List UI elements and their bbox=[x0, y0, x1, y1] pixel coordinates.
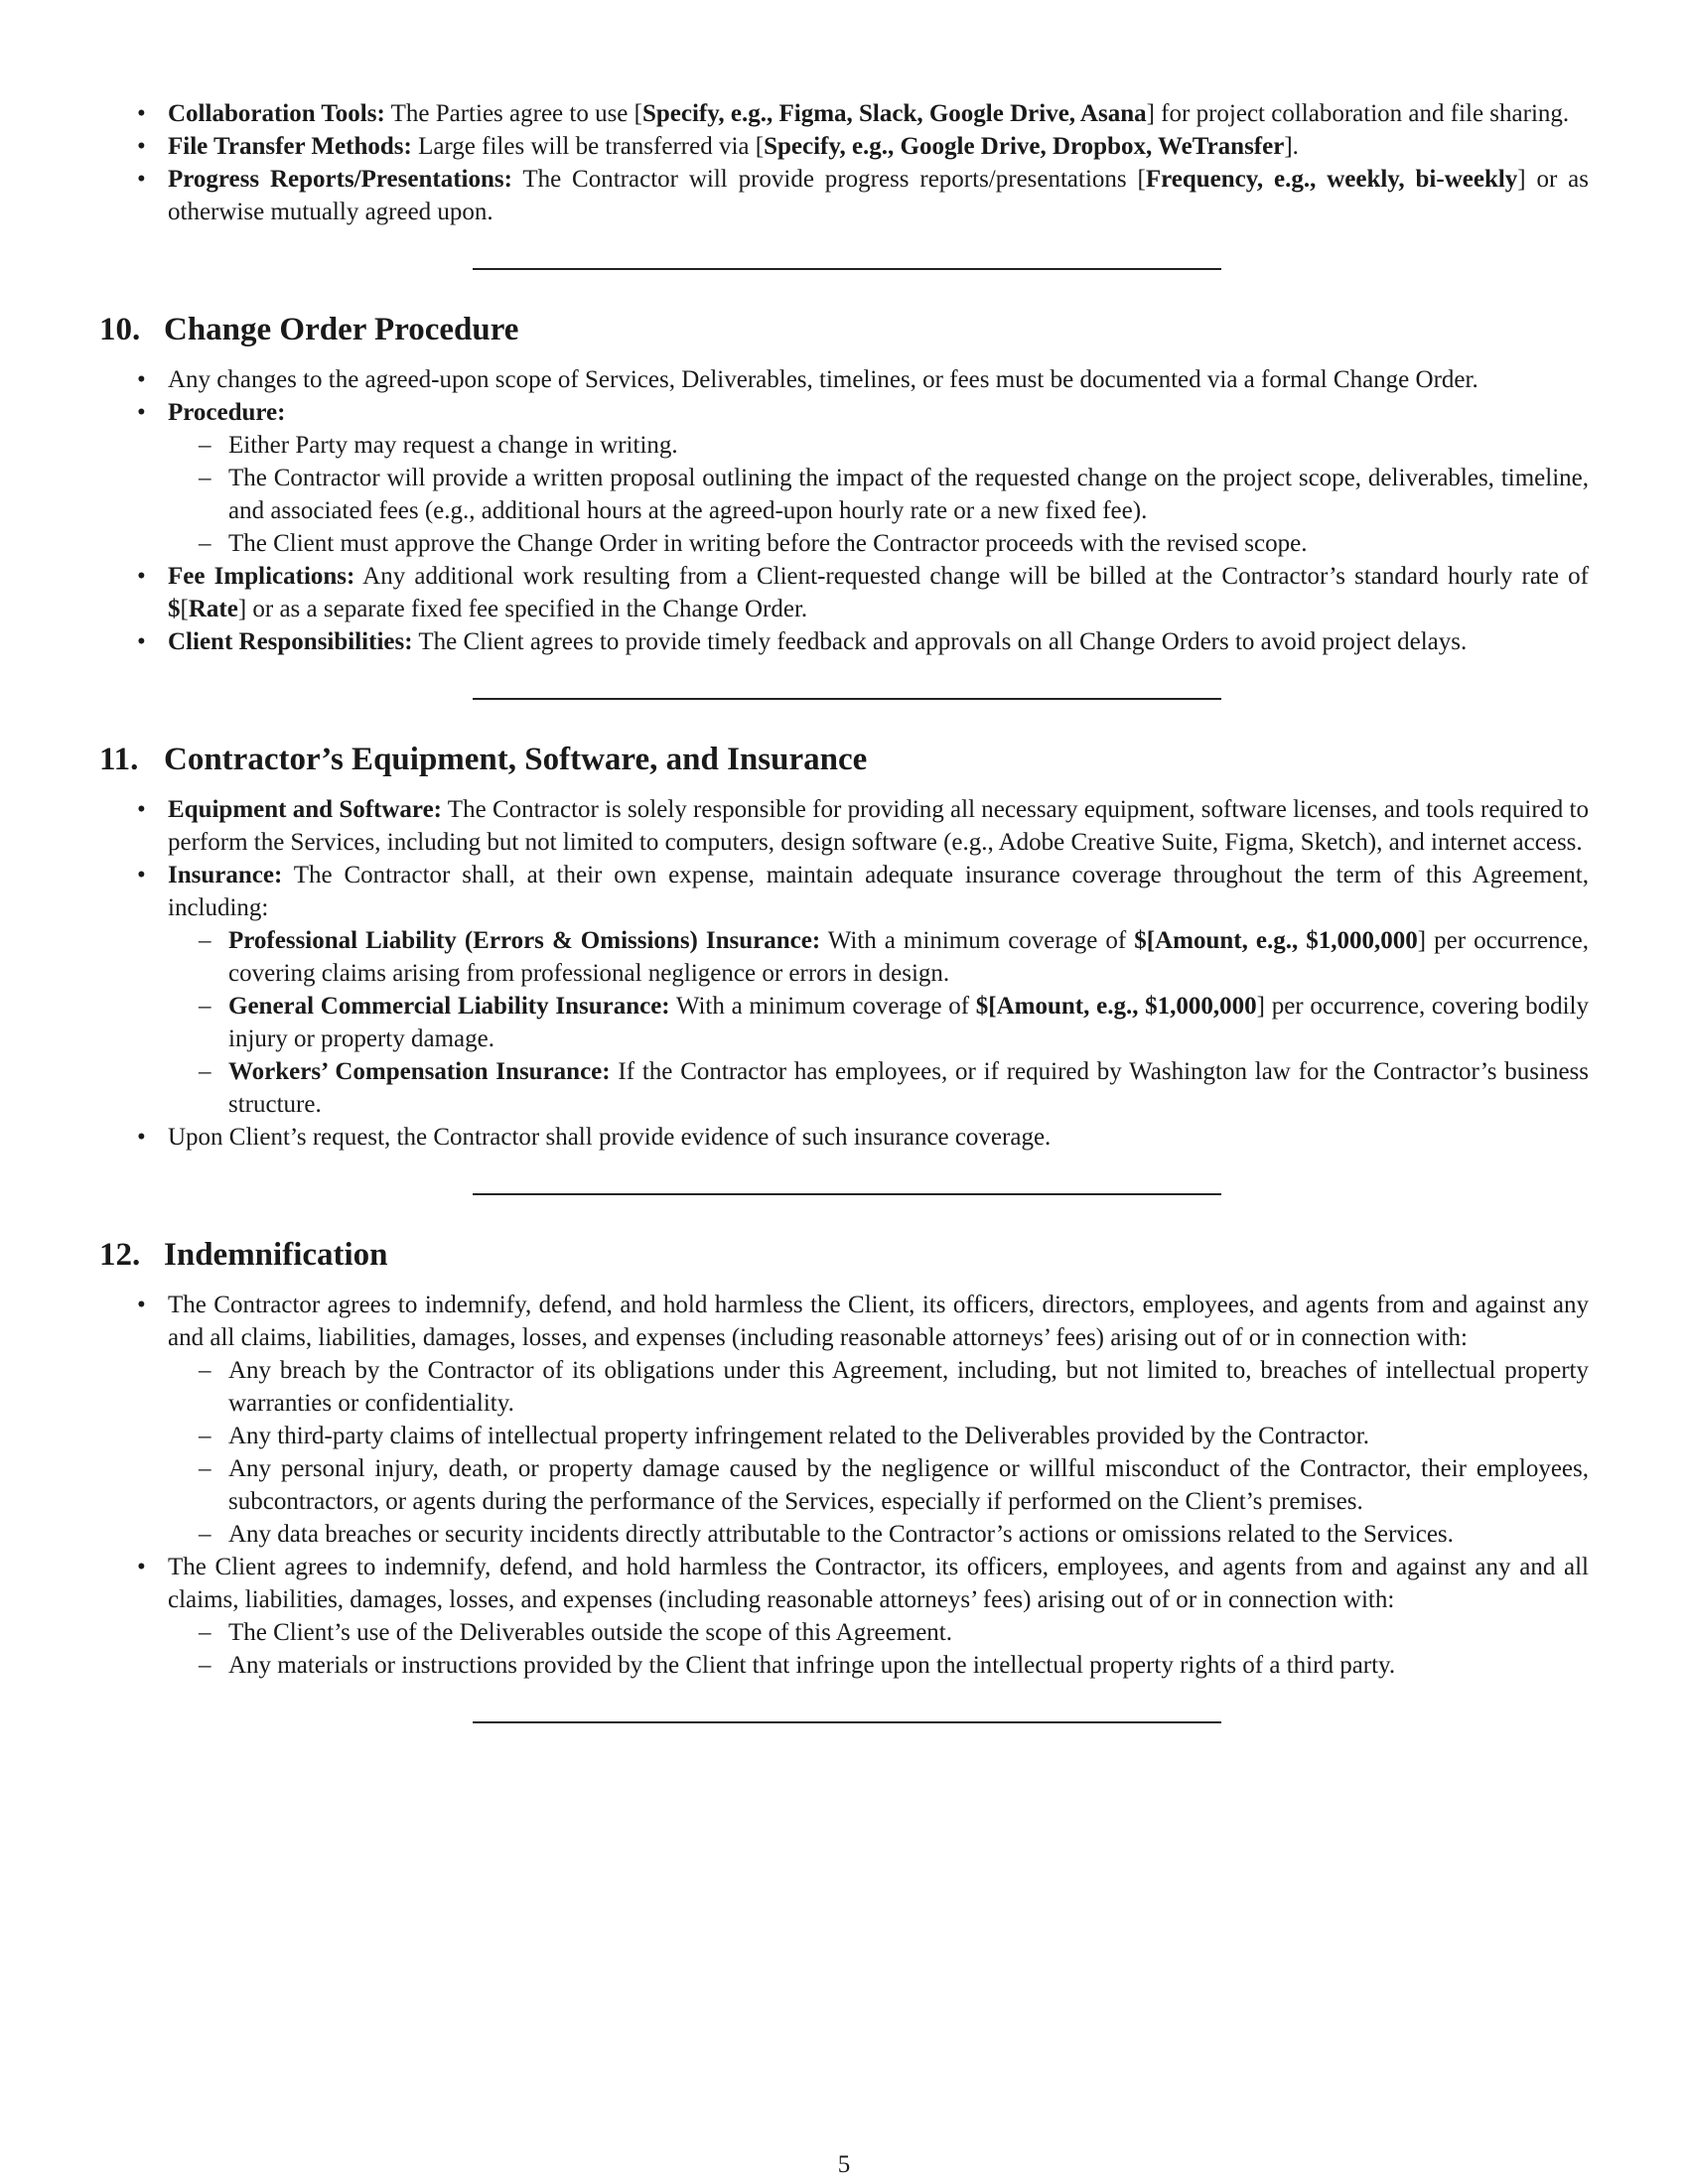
item-label: Collaboration Tools: bbox=[168, 100, 385, 127]
section-divider bbox=[473, 1193, 1221, 1195]
item-text: ] or as a separate fixed fee specified in the Change Order. bbox=[237, 596, 808, 622]
list-item bbox=[99, 859, 1589, 1121]
list-item bbox=[99, 130, 1589, 163]
item-text: The Client agrees to provide timely feedback and approvals on all Change Orders to avoid project delays. bbox=[412, 628, 1468, 655]
list-item bbox=[99, 396, 1589, 560]
section-title: Change Order Procedure bbox=[164, 312, 519, 347]
section-heading bbox=[99, 740, 1589, 779]
list-item bbox=[99, 1551, 1589, 1682]
client-obligations bbox=[168, 1616, 1589, 1682]
item-label: Workers’ Compensation Insurance: bbox=[228, 1058, 611, 1085]
sub-list-item: – The Client must approve the Change Order in writing before the Contractor proceeds with the revised scope. bbox=[168, 527, 1589, 560]
section-divider bbox=[473, 268, 1221, 270]
contractor-obligations bbox=[168, 1354, 1589, 1551]
item-text: If the Contractor has employees, or if required by Washington law for the Contractor’s business structure. bbox=[228, 1058, 1590, 1118]
sub-list-item bbox=[168, 990, 1589, 1055]
insurance-types bbox=[168, 924, 1589, 1121]
equipment-list bbox=[99, 793, 1589, 1154]
list-item: • Upon Client’s request, the Contractor shall provide evidence of such insurance coverage. bbox=[99, 1121, 1589, 1154]
list-item bbox=[99, 163, 1589, 228]
sub-list-item: – Any materials or instructions provided by the Client that infringe upon the intellectual property rights of a third party. bbox=[168, 1649, 1589, 1682]
placeholder-text: $ bbox=[168, 596, 181, 622]
item-text: The Client agrees to indemnify, defend, and hold harmless the Contractor, its officers, employees, and agents from and against any and all claims, liabilities, damages, losses, and expenses (including reasonable attorneys’ fees) arising out of or in connection with: bbox=[168, 1554, 1589, 1613]
list-item bbox=[99, 793, 1589, 859]
communication-list bbox=[99, 97, 1589, 228]
indemnification-list bbox=[99, 1289, 1589, 1682]
sub-list-item: – The Client’s use of the Deliverables outside the scope of this Agreement. bbox=[168, 1616, 1589, 1649]
placeholder-text: $[Amount, e.g., $1,000,000 bbox=[975, 993, 1257, 1020]
placeholder-text: $[Amount, e.g., $1,000,000 bbox=[1134, 927, 1418, 954]
item-text: The Contractor will provide progress reports/presentations [ bbox=[511, 166, 1146, 193]
document-page bbox=[99, 97, 1589, 1723]
list-item bbox=[99, 97, 1589, 130]
section-number: 10. bbox=[99, 312, 141, 347]
section-divider bbox=[473, 1721, 1221, 1723]
item-label: Procedure: bbox=[168, 399, 286, 426]
sub-list-item: – Any data breaches or security incidents directly attributable to the Contractor’s actions or omissions related to the Services. bbox=[168, 1518, 1589, 1551]
item-text: Large files will be transferred via [ bbox=[411, 133, 765, 160]
item-text: ] or as otherwise mutually agreed upon. bbox=[168, 166, 1589, 225]
item-text: ] for project collaboration and file sharing. bbox=[1146, 100, 1570, 127]
item-text: Any additional work resulting from a Client-requested change will be billed at the Contractor’s standard hourly rate of bbox=[354, 563, 1589, 590]
item-label: Equipment and Software: bbox=[168, 796, 442, 823]
section-heading bbox=[99, 310, 1589, 349]
sub-list-item: – Any personal injury, death, or property damage caused by the negligence or willful misconduct of the Contractor, their employees, subcontractors, or agents during the performance of the Services, especially if performed on the Client’s premises. bbox=[168, 1452, 1589, 1518]
item-text: The Contractor is solely responsible for providing all necessary equipment, software licenses, and tools required to perform the Services, including but not limited to computers, design software (e.g., Adobe Creative Suite, Figma, Sketch), and internet access. bbox=[168, 796, 1589, 856]
change-order-list bbox=[99, 363, 1589, 658]
sub-list-item: – Any breach by the Contractor of its obligations under this Agreement, including, but not limited to, breaches of intellectual property warranties or confidentiality. bbox=[168, 1354, 1589, 1420]
sub-list-item bbox=[168, 1055, 1589, 1121]
list-item bbox=[99, 363, 1589, 396]
placeholder-text: Rate bbox=[188, 596, 238, 622]
item-label: Progress Reports/Presentations: bbox=[168, 166, 512, 193]
sub-list-item bbox=[168, 924, 1589, 990]
item-text: The Contractor agrees to indemnify, defend, and hold harmless the Client, its officers, directors, employees, and agents from and against any and all claims, liabilities, damages, losses, and expenses (including reasonable attorneys’ fees) arising out of or in connection with: bbox=[168, 1292, 1589, 1351]
item-label: Professional Liability (Errors & Omissions) Insurance: bbox=[228, 927, 821, 954]
item-text: ] per occurrence, covering bodily injury or property damage. bbox=[228, 993, 1589, 1052]
procedure-steps bbox=[168, 429, 1589, 560]
placeholder-text: Specify, e.g., Figma, Slack, Google Drive, Asana bbox=[641, 100, 1147, 127]
item-text: ] per occurrence, covering claims arising from professional negligence or errors in design. bbox=[228, 927, 1589, 987]
list-item bbox=[99, 1289, 1589, 1551]
list-item bbox=[99, 625, 1589, 658]
sub-list-item: – Any third-party claims of intellectual property infringement related to the Deliverables provided by the Contractor. bbox=[168, 1420, 1589, 1452]
item-text: Any changes to the agreed-upon scope of Services, Deliverables, timelines, or fees must be documented via a formal Change Order. bbox=[168, 366, 1478, 393]
placeholder-text: Frequency, e.g., weekly, bi-weekly bbox=[1145, 166, 1518, 193]
section-number: 11. bbox=[99, 742, 139, 777]
item-text: The Parties agree to use [ bbox=[384, 100, 642, 127]
item-text: With a minimum coverage of bbox=[820, 927, 1135, 954]
item-label: File Transfer Methods: bbox=[168, 133, 412, 160]
sub-list-item: – The Contractor will provide a written proposal outlining the impact of the requested change on the project scope, deliverables, timeline, and associated fees (e.g., additional hours at the agreed-upon hourly rate or a new fixed fee). bbox=[168, 462, 1589, 527]
item-text: The Contractor shall, at their own expense, maintain adequate insurance coverage throughout the term of this Agreement, including: bbox=[168, 862, 1589, 921]
list-item bbox=[99, 560, 1589, 625]
section-number: 12. bbox=[99, 1237, 141, 1273]
item-text: ]. bbox=[1284, 133, 1299, 160]
section-title: Indemnification bbox=[164, 1237, 388, 1273]
item-label: Fee Implications: bbox=[168, 563, 355, 590]
item-text: With a minimum coverage of bbox=[669, 993, 976, 1020]
placeholder-text: Specify, e.g., Google Drive, Dropbox, WeTransfer bbox=[764, 133, 1285, 160]
item-text: [ bbox=[180, 596, 189, 622]
item-label: Client Responsibilities: bbox=[168, 628, 413, 655]
section-title: Contractor’s Equipment, Software, and Insurance bbox=[164, 742, 868, 777]
item-label: General Commercial Liability Insurance: bbox=[228, 993, 670, 1020]
section-divider bbox=[473, 698, 1221, 700]
page-number: 5 bbox=[837, 2151, 851, 2178]
item-label: Insurance: bbox=[168, 862, 283, 888]
section-heading bbox=[99, 1235, 1589, 1275]
sub-list-item: – Either Party may request a change in writing. bbox=[168, 429, 1589, 462]
